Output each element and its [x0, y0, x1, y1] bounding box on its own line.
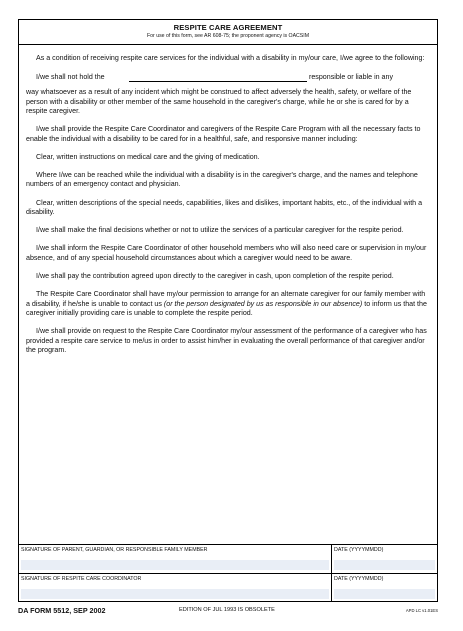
apd-version: APD LC v1.01ES [405, 608, 438, 613]
form-number: DA FORM 5512, SEP 2002 [18, 606, 106, 615]
coordinator-signature-cell [19, 574, 332, 602]
assessment-paragraph: I/we shall provide on request to the Respite Care Coordinator my/our assessment of the performance of a caregiver who has provided a respite care service to me/us in order to assist him/her in evaluating the overall performance of that caregiver and/or the program. [26, 327, 427, 355]
edition-note: EDITION OF JUL 1993 IS OBSOLETE [179, 607, 275, 613]
parent-signature-row [19, 544, 437, 573]
agreement-body [26, 54, 431, 364]
alternate-text-b: to inform us that the caregiver initially providing care is unable to complete the respite period. [26, 299, 427, 318]
hold-continuation: way whatsoever as a result of any incident which might be construed to affect adversely the health, safety, or welfare of the person with a disability or other member of the same household in the caregiver's charge, while he or she is cared for by a respite caregiver. [26, 88, 412, 116]
form-title: RESPITE CARE AGREEMENT [173, 23, 283, 32]
date2-cell [332, 574, 437, 602]
hold-harmless-line [26, 72, 431, 83]
hold-party-field[interactable] [129, 81, 307, 82]
alternate-caregiver-paragraph [26, 290, 431, 318]
special-needs-paragraph: Clear, written descriptions of the special needs, capabilities, likes and dislikes, important habits, etc., of the individual with a disability. [26, 198, 423, 217]
hold-suffix: responsible or liable in any [309, 73, 393, 82]
date1-field[interactable] [334, 560, 435, 570]
reached-paragraph: Where I/we can be reached while the individual with a disability is in the caregiver's charge, and the names and telephone numbers of an emergency contact and physician. [26, 171, 418, 189]
date2-label: DATE (YYYYMMDD) [334, 576, 384, 582]
form-footer [18, 605, 438, 617]
parent-signature-field[interactable] [21, 560, 329, 570]
intro-paragraph: As a condition of receiving respite care services for the individual with a disability in my/our care, I/we agree to the following: [36, 54, 425, 62]
date1-cell [332, 545, 437, 573]
form-subtitle: For use of this form, see AR 608-75; the proponent agency is OACSIM [146, 33, 310, 39]
coordinator-signature-row [19, 573, 437, 602]
date2-field[interactable] [334, 589, 435, 599]
form-header [19, 20, 437, 45]
parent-signature-label: SIGNATURE OF PARENT, GUARDIAN, OR RESPONSIBLE FAMILY MEMBER [21, 547, 208, 553]
parent-signature-cell [19, 545, 332, 573]
pay-paragraph: I/we shall pay the contribution agreed upon directly to the caregiver in cash, upon completion of the respite period. [36, 272, 394, 281]
coordinator-signature-field[interactable] [21, 589, 329, 599]
alternate-text-a: The Respite Care Coordinator shall have my/our permission to arrange for an alternate caregiver for our family member with a disability, if he/she is unable to contact us [26, 290, 426, 308]
coordinator-signature-label: SIGNATURE OF RESPITE CARE COORDINATOR [21, 576, 142, 582]
final-decisions-paragraph: I/we shall make the final decisions whether or not to utilize the services of a particular caregiver for the respite period. [36, 226, 404, 235]
hold-prefix: I/we shall not hold the [36, 73, 105, 82]
provide-info-paragraph: I/we shall provide the Respite Care Coordinator and caregivers of the Respite Care Program with all the necessary facts to enable the individual with a disability to be cared for in a healthful, safe, and responsive manner including: [26, 125, 421, 143]
inform-paragraph: I/we shall inform the Respite Care Coordinator of other household members who will also need care or supervision in my/our absence, and of any special household circumstances about which a caregiver would need to be aware. [26, 244, 427, 262]
form-frame [18, 19, 438, 602]
alternate-text-italic: (or the person designated by us as responsible in our absence) [163, 299, 363, 308]
medical-paragraph: Clear, written instructions on medical care and the giving of medication. [36, 152, 260, 161]
date1-label: DATE (YYYYMMDD) [334, 547, 384, 553]
